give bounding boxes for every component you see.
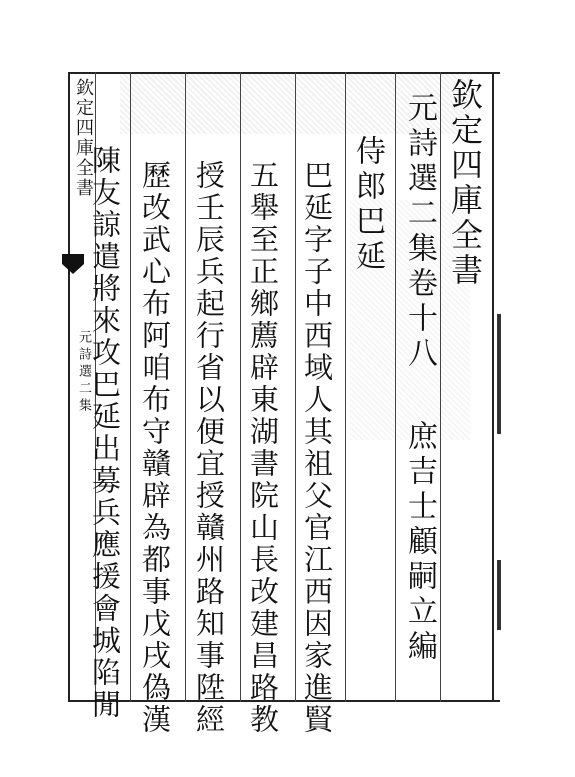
column-divider bbox=[440, 72, 441, 702]
column-divider bbox=[395, 72, 396, 702]
frame-bottom-line bbox=[70, 700, 500, 702]
text-column-1: 巴延字子中西域人其祖父官江西因家進賢 bbox=[300, 160, 334, 736]
collection-title: 欽定四庫全書 bbox=[446, 78, 484, 288]
compiler-credit: 庶吉士顧嗣立編 bbox=[402, 420, 437, 665]
text-column-3: 授壬辰兵起行省以便宜授贛州路知事陞經 bbox=[192, 160, 226, 736]
frame-top-line bbox=[70, 72, 500, 74]
gutter-book-title: 元詩選二集 bbox=[76, 330, 91, 415]
column-divider bbox=[240, 72, 241, 702]
volume-title: 元詩選二集卷十八 bbox=[402, 92, 437, 372]
column-divider bbox=[130, 72, 131, 702]
frame-right-line bbox=[492, 72, 494, 702]
column-divider bbox=[185, 72, 186, 702]
gutter-title: 欽定四庫全書 bbox=[73, 78, 94, 198]
author-heading: 侍郎巴延 bbox=[350, 135, 385, 275]
text-column-4: 歷改武心布阿咱布守贛辟為都事戊戌偽漢 bbox=[138, 160, 172, 736]
text-column-5: 陳友諒遣將來攻巴延出募兵應援會城陷閒 bbox=[88, 145, 122, 721]
column-divider bbox=[345, 72, 346, 702]
margin-mark bbox=[497, 314, 501, 434]
margin-mark bbox=[497, 560, 501, 630]
fishtail-mark-icon bbox=[62, 254, 84, 276]
text-column-2: 五舉至正鄉薦辟東湖書院山長改建昌路教 bbox=[246, 160, 280, 736]
column-divider bbox=[295, 72, 296, 702]
